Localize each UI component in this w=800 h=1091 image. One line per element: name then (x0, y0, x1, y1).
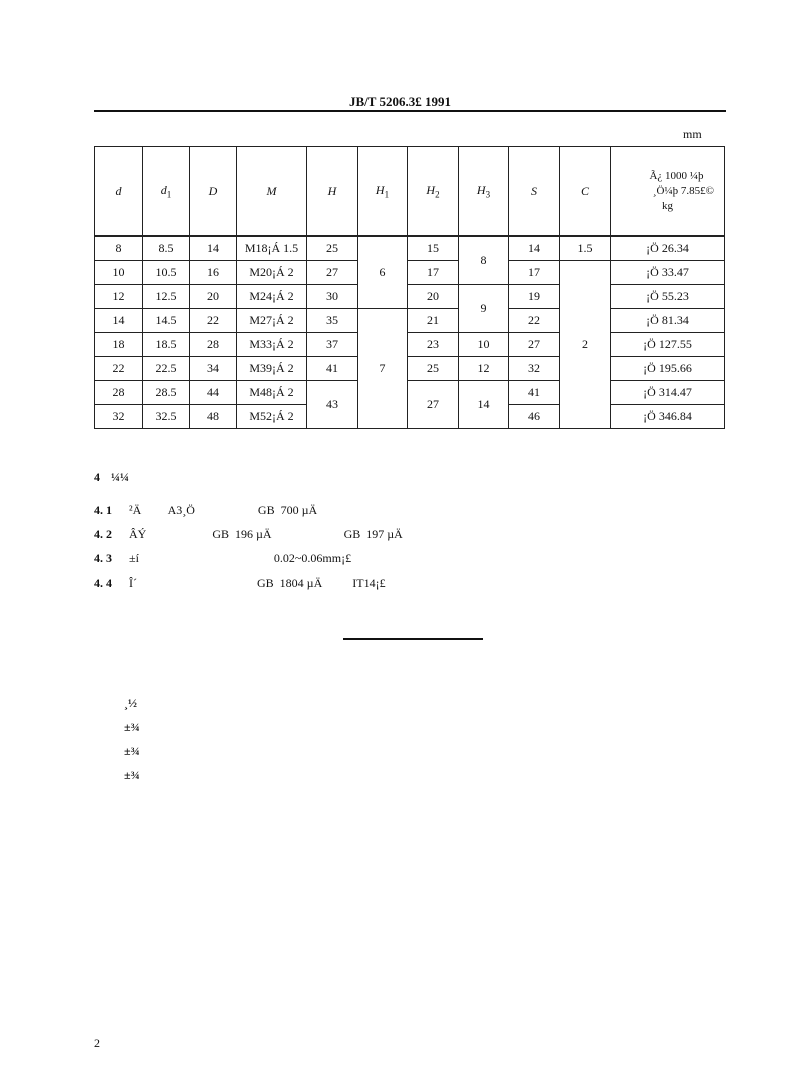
cell-D: 28 (190, 333, 237, 357)
cell-S: 22 (509, 309, 560, 333)
cell-S: 19 (509, 285, 560, 309)
cell-H: 35 (307, 309, 358, 333)
cell-H2: 17 (408, 261, 459, 285)
cell-S: 41 (509, 381, 560, 405)
cell-H: 30 (307, 285, 358, 309)
note-line: ±¾ (124, 720, 140, 734)
header-rule (94, 110, 726, 112)
cell-d: 10 (95, 261, 143, 285)
cell-C: 2 (560, 261, 611, 429)
mass-header-line-1: Ã¿ 1000 ¼þ (649, 169, 704, 182)
cell-M: M18¡Á 1.5 (237, 236, 307, 261)
item-number: 4. 4 (94, 576, 112, 590)
cell-d1: 10.5 (143, 261, 190, 285)
table-row (95, 261, 725, 285)
requirement-item (94, 503, 317, 518)
table-row (95, 309, 725, 333)
cell-d1: 32.5 (143, 405, 190, 429)
page-number: 2 (94, 1036, 100, 1050)
cell-D: 22 (190, 309, 237, 333)
cell-d: 32 (95, 405, 143, 429)
section-title-text: ¼¼ (111, 470, 129, 484)
section-4-title (94, 470, 129, 485)
cell-H2: 21 (408, 309, 459, 333)
item-text: Î´ GB 1804 µÄ IT14¡£ (129, 576, 386, 590)
end-rule (343, 638, 483, 640)
col-header-M: M (237, 147, 307, 237)
cell-H: 25 (307, 236, 358, 261)
cell-D: 20 (190, 285, 237, 309)
col-header-S: S (509, 147, 560, 237)
item-number: 4. 2 (94, 527, 112, 541)
cell-d1: 12.5 (143, 285, 190, 309)
cell-d: 14 (95, 309, 143, 333)
section-number: 4 (94, 470, 100, 484)
table-row (95, 285, 725, 309)
cell-D: 16 (190, 261, 237, 285)
cell-d: 28 (95, 381, 143, 405)
cell-H3: 14 (459, 381, 509, 429)
cell-d1: 18.5 (143, 333, 190, 357)
cell-M: M33¡Á 2 (237, 333, 307, 357)
cell-H2: 23 (408, 333, 459, 357)
mass-header-line-2: ¸Ö¼þ 7.85£© (652, 184, 714, 197)
note-line: ±¾ (124, 768, 140, 782)
cell-H2: 25 (408, 357, 459, 381)
cell-S: 14 (509, 236, 560, 261)
document-header: JB/T 5206.3£ 1991 (349, 94, 451, 109)
cell-H2: 27 (408, 381, 459, 429)
cell-H: 41 (307, 357, 358, 381)
cell-d1: 22.5 (143, 357, 190, 381)
item-text: ÂÝ GB 196 µÄ GB 197 µÄ (129, 527, 403, 541)
cell-d1: 28.5 (143, 381, 190, 405)
cell-d1: 8.5 (143, 236, 190, 261)
cell-M: M52¡Á 2 (237, 405, 307, 429)
cell-mass: ¡Ö 127.55 (611, 333, 725, 357)
cell-H3: 10 (459, 333, 509, 357)
cell-mass: ¡Ö 55.23 (611, 285, 725, 309)
col-header-D: D (190, 147, 237, 237)
cell-d: 12 (95, 285, 143, 309)
item-number: 4. 3 (94, 551, 112, 565)
item-text: ²Ä A3¸Ö GB 700 µÄ (129, 503, 318, 517)
cell-mass: ¡Ö 195.66 (611, 357, 725, 381)
cell-D: 44 (190, 381, 237, 405)
cell-mass: ¡Ö 33.47 (611, 261, 725, 285)
col-header-H: H (307, 147, 358, 237)
cell-S: 32 (509, 357, 560, 381)
cell-H: 43 (307, 381, 358, 429)
cell-H3: 8 (459, 236, 509, 285)
col-header-H2: $H_2$ (408, 147, 459, 237)
item-number: 4. 1 (94, 503, 112, 517)
col-header-C: C (560, 147, 611, 237)
cell-S: 27 (509, 333, 560, 357)
cell-M: M27¡Á 2 (237, 309, 307, 333)
cell-H1: 7 (358, 309, 408, 429)
table-row (95, 333, 725, 357)
requirement-item (94, 527, 403, 542)
spec-table (94, 146, 725, 429)
cell-H1: 6 (358, 236, 408, 309)
cell-M: M20¡Á 2 (237, 261, 307, 285)
cell-H: 37 (307, 333, 358, 357)
cell-M: M48¡Á 2 (237, 381, 307, 405)
cell-H2: 20 (408, 285, 459, 309)
cell-S: 46 (509, 405, 560, 429)
cell-H3: 9 (459, 285, 509, 333)
col-header-d1: $d_1$ (143, 147, 190, 237)
cell-d: 18 (95, 333, 143, 357)
col-header-H3: $H_3$ (459, 147, 509, 237)
cell-d1: 14.5 (143, 309, 190, 333)
cell-H: 27 (307, 261, 358, 285)
note-line: ±¾ (124, 744, 140, 758)
unit-label: mm (683, 127, 702, 141)
note-line: ¸½ (124, 696, 137, 710)
cell-C: 1.5 (560, 236, 611, 261)
cell-d: 22 (95, 357, 143, 381)
requirement-item (94, 551, 351, 566)
cell-mass: ¡Ö 314.47 (611, 381, 725, 405)
cell-D: 14 (190, 236, 237, 261)
table-header-row (95, 147, 725, 237)
cell-H3: 12 (459, 357, 509, 381)
cell-D: 34 (190, 357, 237, 381)
col-header-d: d (95, 147, 143, 237)
cell-S: 17 (509, 261, 560, 285)
cell-D: 48 (190, 405, 237, 429)
cell-mass: ¡Ö 26.34 (611, 236, 725, 261)
cell-d: 8 (95, 236, 143, 261)
cell-H2: 15 (408, 236, 459, 261)
mass-header-line-3: kg (662, 199, 673, 212)
cell-mass: ¡Ö 81.34 (611, 309, 725, 333)
requirement-item (94, 576, 386, 591)
table-row (95, 236, 725, 261)
col-header-H1: $H_1$ (358, 147, 408, 237)
table-row (95, 381, 725, 405)
item-text: ±í 0.02~0.06mm¡£ (129, 551, 352, 565)
cell-mass: ¡Ö 346.84 (611, 405, 725, 429)
table-row (95, 357, 725, 381)
cell-M: M24¡Á 2 (237, 285, 307, 309)
cell-M: M39¡Á 2 (237, 357, 307, 381)
col-header-mass (611, 147, 725, 237)
